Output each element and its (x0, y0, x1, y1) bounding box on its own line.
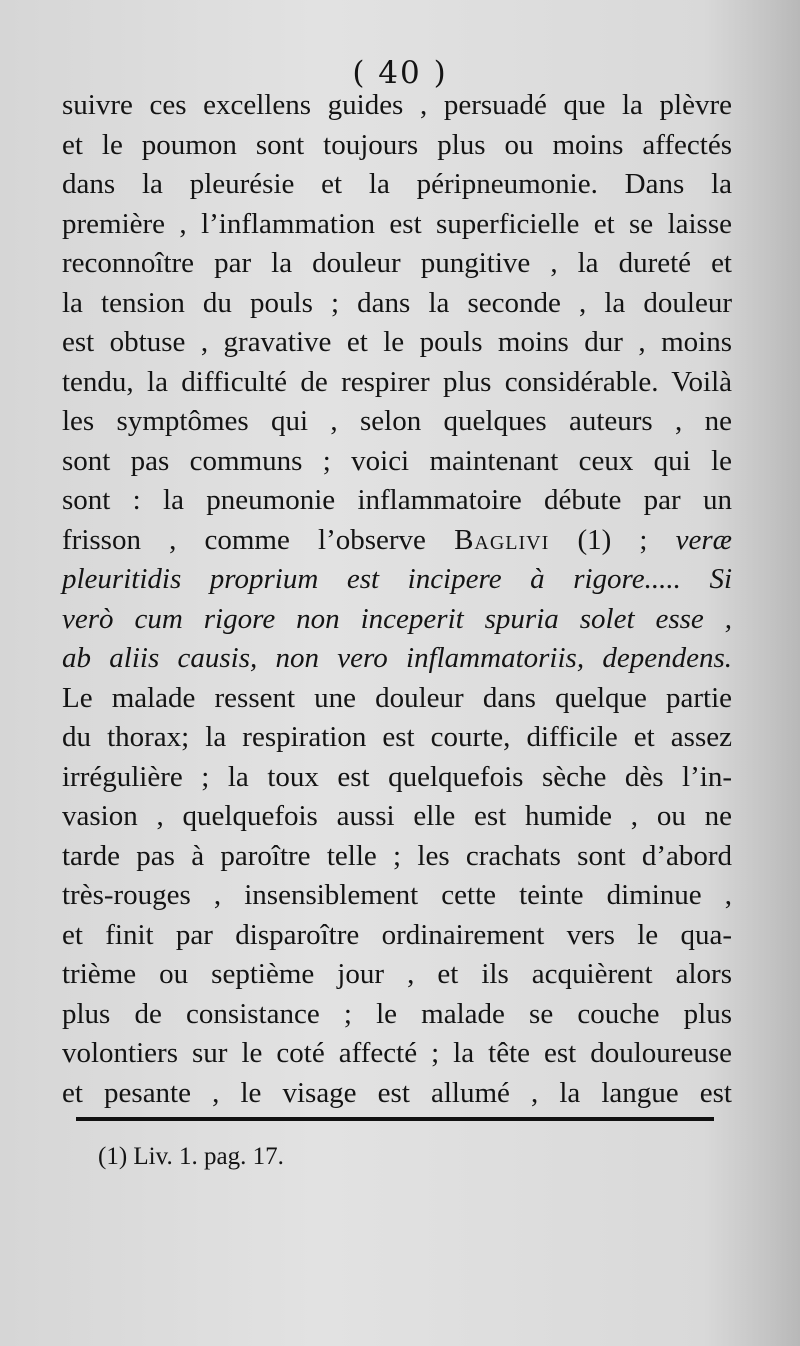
text-segment: sont pas communs ; voici maintenant ceux qui le (62, 444, 732, 477)
text-line (62, 995, 732, 1035)
text-segment: veræ (675, 523, 733, 556)
text-segment: tarde pas à paroître telle ; les crachats sont d’abord (62, 839, 732, 872)
text-segment: pleuritidis proprium est incipere à rigore..... Si (62, 563, 732, 595)
text-line (62, 244, 732, 284)
text-line (62, 955, 732, 995)
text-segment: verò cum rigore non inceperit spuria solet esse , (62, 602, 732, 635)
text-segment: et pesante , le visage est allumé , la langue est (62, 1076, 732, 1109)
footnote: (1) Liv. 1. pag. 17. (98, 1143, 284, 1170)
text-line (62, 679, 732, 719)
text-segment: et finit par disparoître ordinairement vers le qua- (62, 918, 732, 951)
text-segment: première , l’inflammation est superficielle et se laisse (62, 207, 732, 240)
text-line (62, 363, 732, 403)
text-line (62, 521, 732, 561)
text-segment: dans la pleurésie et la péripneumonie. Dans la (62, 168, 732, 200)
text-line (62, 837, 732, 877)
text-line (62, 560, 732, 600)
text-segment: Baglivi (454, 523, 550, 556)
footnote-rule (76, 1117, 714, 1121)
text-segment: irrégulière ; la toux est quelquefois sèche dès l’in- (62, 760, 732, 793)
text-segment: la tension du pouls ; dans la seconde , la douleur (62, 286, 732, 319)
text-segment: volontiers sur le coté affecté ; la tête est douloureuse (62, 1037, 732, 1069)
text-line (62, 758, 732, 798)
text-segment: trième ou septième jour , et ils acquièrent alors (62, 958, 732, 990)
text-segment: du thorax; la respiration est courte, difficile et assez (62, 721, 732, 753)
text-segment: reconnoître par la douleur pungitive , la dureté et (62, 247, 732, 279)
text-segment: est obtuse , gravative et le pouls moins dur , moins (62, 326, 732, 358)
text-line (62, 402, 732, 442)
text-line (62, 797, 732, 837)
text-line (62, 876, 732, 916)
body-text (62, 86, 732, 1113)
text-segment: vasion , quelquefois aussi elle est humide , ou ne (62, 800, 732, 832)
text-segment: plus de consistance ; le malade se couche plus (62, 997, 732, 1030)
text-segment: sont : la pneumonie inflammatoire débute par un (62, 484, 732, 516)
text-segment: tendu, la difficulté de respirer plus considérable. Voilà (62, 365, 732, 398)
text-line (62, 323, 732, 363)
text-line (62, 284, 732, 324)
text-line (62, 126, 732, 166)
text-segment: (1) ; (549, 523, 676, 556)
text-segment: suivre ces excellens guides , persuadé que la plèvre (62, 89, 732, 121)
text-line (62, 718, 732, 758)
text-segment: très-rouges , insensiblement cette teinte diminue , (62, 879, 732, 911)
text-segment: ab aliis causis, non vero inflammatoriis, dependens. (62, 642, 732, 674)
text-line (62, 916, 732, 956)
text-line (62, 442, 732, 482)
text-line (62, 86, 732, 126)
page-number: ( 40 ) (352, 55, 448, 91)
text-line (62, 639, 732, 679)
text-segment: et le poumon sont toujours plus ou moins affectés (62, 128, 732, 161)
text-line (62, 481, 732, 521)
text-line (62, 205, 732, 245)
text-line (62, 165, 732, 205)
text-line (62, 1034, 732, 1074)
text-line (62, 1074, 732, 1114)
text-line (62, 600, 732, 640)
text-segment: frisson , comme l’observe (62, 523, 455, 556)
text-segment: Le malade ressent une douleur dans quelque partie (62, 681, 732, 714)
text-segment: les symptômes qui , selon quelques auteurs , ne (62, 405, 732, 437)
